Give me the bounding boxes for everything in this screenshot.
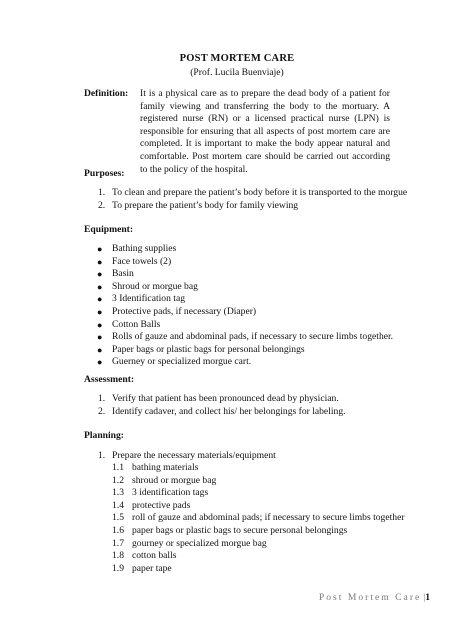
- item-number: 1.5: [112, 512, 124, 524]
- item-text: Guerney or specialized morgue cart.: [112, 356, 252, 368]
- bullet-icon: ●: [97, 357, 103, 368]
- item-text: roll of gauze and abdominal pads; if necessary to secure limbs together: [132, 512, 405, 524]
- item-number: 1.3: [112, 487, 124, 499]
- item-number: 1.8: [112, 550, 124, 562]
- item-text: 3 identification tags: [132, 487, 209, 499]
- list-item: [112, 550, 405, 563]
- item-text: Prepare the necessary materials/equipment: [112, 450, 276, 461]
- item-text: To clean and prepare the patient’s body before it is transported to the morgue: [112, 187, 408, 198]
- page-number: 1: [425, 592, 430, 603]
- item-text: gourney or specialized morgue bag: [132, 537, 267, 549]
- list-item: [112, 475, 405, 488]
- bullet-icon: ●: [97, 256, 103, 267]
- item-number: 1.4: [112, 499, 124, 511]
- bullet-icon: ●: [97, 306, 103, 317]
- assessment-heading: Assessment:: [84, 374, 135, 385]
- item-text: Face towels (2): [112, 255, 172, 267]
- item-text: paper bags or plastic bags to secure personal belongings: [132, 524, 348, 536]
- list-item: [97, 268, 393, 281]
- purposes-heading: Purposes:: [84, 168, 125, 179]
- purposes-list: [98, 187, 408, 212]
- bullet-icon: ●: [97, 269, 103, 280]
- item-number: 1.9: [112, 562, 124, 574]
- planning-heading: Planning:: [84, 430, 124, 441]
- planning-sublist: [112, 462, 405, 575]
- document-author: (Prof. Lucila Buenviaje): [190, 67, 284, 78]
- item-number: 1.: [98, 393, 106, 404]
- definition-label: Definition:: [84, 88, 129, 99]
- equipment-heading: Equipment:: [84, 224, 134, 235]
- list-item: [97, 343, 393, 357]
- list-item: [97, 331, 394, 344]
- list-item: [112, 538, 405, 551]
- item-text: paper tape: [132, 562, 172, 574]
- footer-title: Post Mortem Care: [318, 592, 422, 603]
- item-text: cotton balls: [132, 550, 177, 562]
- list-item: [97, 255, 393, 269]
- item-text: shroud or morgue bag: [132, 474, 217, 486]
- item-text: 3 Identification tag: [112, 293, 185, 305]
- list-item: [97, 280, 393, 294]
- page-footer: [319, 592, 430, 604]
- planning-step: [98, 450, 276, 462]
- item-number: 1.6: [112, 524, 124, 536]
- list-item: [97, 318, 393, 332]
- item-text: Protective pads, if necessary (Diaper): [112, 305, 257, 317]
- list-item: [112, 512, 405, 525]
- item-text: Shroud or morgue bag: [112, 280, 198, 292]
- item-number: 2.: [98, 199, 106, 211]
- item-number: 1.2: [112, 474, 124, 486]
- item-text: Rolls of gauze and abdominal pads, if necessary to secure limbs together.: [112, 331, 394, 343]
- equipment-list: [97, 243, 394, 369]
- item-number: 1.7: [112, 537, 124, 549]
- bullet-icon: ●: [97, 281, 103, 292]
- item-text: Identify cadaver, and collect his/ her belongings for labeling.: [112, 405, 346, 417]
- list-item: [98, 405, 346, 419]
- list-item: [97, 243, 393, 256]
- list-item: [112, 500, 405, 513]
- item-number: 1.: [98, 187, 106, 198]
- item-number: 1.: [98, 450, 106, 461]
- bullet-icon: ●: [97, 344, 103, 355]
- bullet-icon: ●: [97, 294, 103, 305]
- list-item: [112, 525, 405, 538]
- bullet-icon: ●: [97, 319, 103, 330]
- list-item: [112, 487, 405, 500]
- item-text: protective pads: [132, 499, 191, 511]
- list-item: [98, 199, 407, 213]
- list-item: [98, 187, 408, 200]
- definition-text: It is a physical care as to prepare the dead body of a patient for family viewing and transferring the body to the mortuary. A registered nurse (RN) or a licensed practical nurse (LPN) is responsible for ensuring that all aspects of post mortem care are completed. It is important to make the body appear natural and comfortable. Post mortem care should be carried out according to the policy of the hospital.: [140, 88, 390, 175]
- footer-separator: |: [423, 592, 426, 603]
- bullet-icon: ●: [97, 244, 103, 254]
- item-text: To prepare the patient’s body for family viewing: [112, 199, 299, 211]
- list-item: [97, 356, 393, 369]
- item-text: Cotton Balls: [112, 318, 161, 330]
- list-item: [112, 462, 405, 475]
- item-text: bathing materials: [132, 462, 199, 473]
- document-title: POST MORTEM CARE: [179, 53, 295, 64]
- item-number: 1.1: [112, 462, 124, 473]
- item-text: Basin: [112, 268, 134, 280]
- list-item: [98, 393, 346, 406]
- list-item: [97, 293, 393, 306]
- item-text: Bathing supplies: [112, 243, 177, 254]
- item-number: 2.: [98, 405, 106, 417]
- list-item: [112, 563, 405, 576]
- list-item: [97, 305, 393, 319]
- item-text: Verify that patient has been pronounced dead by physician.: [112, 393, 339, 404]
- item-text: Paper bags or plastic bags for personal belongings: [112, 343, 305, 355]
- bullet-icon: ●: [97, 332, 103, 343]
- assessment-list: [98, 393, 346, 418]
